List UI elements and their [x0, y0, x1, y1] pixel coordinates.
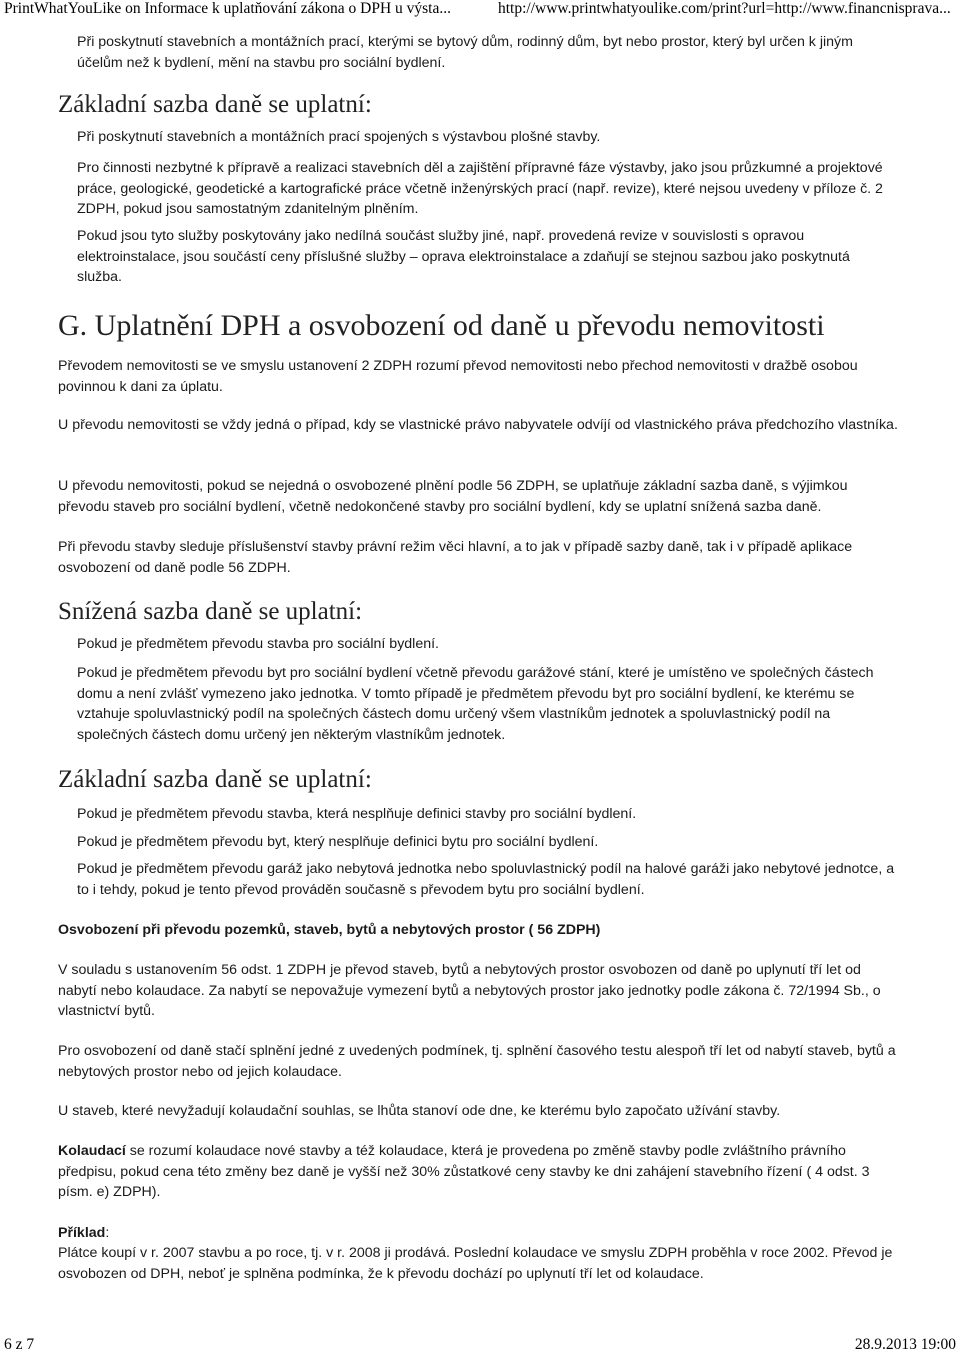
paragraph: Při poskytnutí stavebních a montážních prací spojených s výstavbou plošné stavby.: [77, 129, 601, 145]
heading-snizena-sazba: Snížená sazba daně se uplatní:: [58, 598, 363, 625]
page-title: PrintWhatYouLike on Informace k uplatňování zákona o DPH u výsta...: [4, 0, 451, 17]
print-timestamp: 28.9.2013 19:00: [854, 1336, 956, 1353]
print-footer: [0, 1336, 960, 1354]
heading-zakladni-sazba-2: Základní sazba daně se uplatní:: [58, 766, 372, 793]
paragraph: Pokud je předmětem převodu stavba pro sociální bydlení.: [77, 636, 439, 652]
term-kolaudace: Kolaudací: [58, 1143, 126, 1159]
paragraph: U staveb, které nevyžadují kolaudační souhlas, se lhůta stanoví ode dne, ke kterému bylo započato užívání stavby.: [58, 1103, 781, 1119]
heading-zakladni-sazba-1: Základní sazba daně se uplatní:: [58, 91, 372, 118]
section-heading-g: G. Uplatnění DPH a osvobození od daně u převodu nemovitosti: [58, 309, 825, 342]
example-label-text: Příklad: [58, 1225, 106, 1241]
page-number: 6 z 7: [4, 1336, 35, 1353]
paragraph: Pokud je předmětem převodu byt, který nesplňuje definici bytu pro sociální bydlení.: [77, 834, 599, 850]
paragraph-example: Plátce koupí v r. 2007 stavbu a po roce, tj. v r. 2008 ji prodává. Poslední kolaudace ve smyslu ZDPH proběhla v roce 2002. Převod je osvobozen od DPH, neboť je splněna podmínka, že k převodu dochází po uplynutí tří let od kolaudace.: [58, 1245, 893, 1282]
paragraph: Pokud jsou tyto služby poskytovány jako nedílná součást služby jiné, např. provedená revize v souvislosti s opravou elektroinstalace, jsou součástí ceny příslušné služby – oprava elektroinstalace a zdaňují se stejnou sazbou jako poskytnutá služba.: [77, 228, 850, 286]
kolaudace-definition: se rozumí kolaudace nové stavby a též kolaudace, která je provedena po změně stavby podle zvláštního právního předpisu, pokud cena této změny bez daně je vyšší než 30% zůstatkové ceny stavby ke dni zahájení stavebního řízení ( 4 odst. 3 písm. e) ZDPH).: [58, 1143, 870, 1201]
paragraph-intro: Při poskytnutí stavebních a montážních prací, kterými se bytový dům, rodinný dům, byt nebo prostor, který byl určen k jiným účelům než k bydlení, mění na stavbu pro sociální bydlení.: [77, 34, 853, 71]
paragraph: Převodem nemovitosti se ve smyslu ustanovení 2 ZDPH rozumí převod nemovitosti nebo přechod nemovitosti v dražbě osobou povinnou k dani za úplatu.: [58, 358, 858, 395]
paragraph: Při převodu stavby sleduje příslušenství stavby právní režim věci hlavní, a to jak v případě sazby daně, tak i v případě aplikace osvobození od daně podle 56 ZDPH.: [58, 539, 853, 576]
paragraph: Pro osvobození od daně stačí splnění jedné z uvedených podmínek, tj. splnění časového testu alespoň tří let od nabytí staveb, bytů a nebytových prostor nebo od jejich kolaudace.: [58, 1043, 896, 1080]
example-label: [58, 1223, 898, 1244]
print-header: [0, 0, 960, 22]
paragraph: U převodu nemovitosti, pokud se nejedná o osvobozené plnění podle 56 ZDPH, se uplatňuje základní sazba daně, s výjimkou převodu staveb pro sociální bydlení, včetně nedokončené stavby pro sociální bydlení, kdy se uplatní snížená sazba daně.: [58, 478, 848, 515]
example-label-colon: :: [105, 1225, 110, 1241]
paragraph: U převodu nemovitosti se vždy jedná o případ, kdy se vlastnické právo nabyvatele odvíjí od vlastnického práva předchozího vlastníka.: [58, 417, 898, 433]
paragraph: V souladu s ustanovením 56 odst. 1 ZDPH je převod staveb, bytů a nebytových prostor osvobozen od daně po uplynutí tří let od nabytí nebo kolaudace. Za nabytí se nepovažuje vymezení bytů a nebytových prostor jako jednotky podle zákona č. 72/1994 Sb., o vlastnictví bytů.: [58, 962, 881, 1020]
paragraph-kolaudace: [58, 1141, 898, 1203]
paragraph: Pokud je předmětem převodu stavba, která nesplňuje definici stavby pro sociální bydlení.: [77, 806, 637, 822]
paragraph: Pokud je předmětem převodu byt pro sociální bydlení včetně převodu garážové stání, které je umístěno ve společných částech domu a není zvlášť vymezeno jako jednotka. V tomto případě je předmětem převodu byt pro sociální bydlení, ke kterému se vztahuje spoluvlastnický podíl na společných částech domu určený všem vlastníkům jednotek a spoluvlastnický podíl na společných částech domu určený jen některým vlastníkům jednotek.: [77, 665, 874, 743]
paragraph: Pokud je předmětem převodu garáž jako nebytová jednotka nebo spoluvlastnický podíl na halové garáži jako nebytové jednotce, a to i tehdy, pokud je tento převod prováděn současně s převodem bytu pro sociální bydlení.: [77, 861, 895, 898]
heading-osvobozeni: Osvobození při převodu pozemků, staveb, bytů a nebytových prostor ( 56 ZDPH): [58, 922, 601, 938]
page-url[interactable]: http://www.printwhatyoulike.com/print?url=http://www.financnisprava...: [498, 0, 951, 17]
paragraph: Pro činnosti nezbytné k přípravě a realizaci stavebních děl a zajištění přípravné fáze výstavby, jako jsou průzkumné a projektové práce, geologické, geodetické a kartografické práce včetně inženýrských prací (např. revize), které nejsou uvedeny v příloze č. 2 ZDPH, pokud jsou samostatným zdanitelným plněním.: [77, 160, 883, 218]
